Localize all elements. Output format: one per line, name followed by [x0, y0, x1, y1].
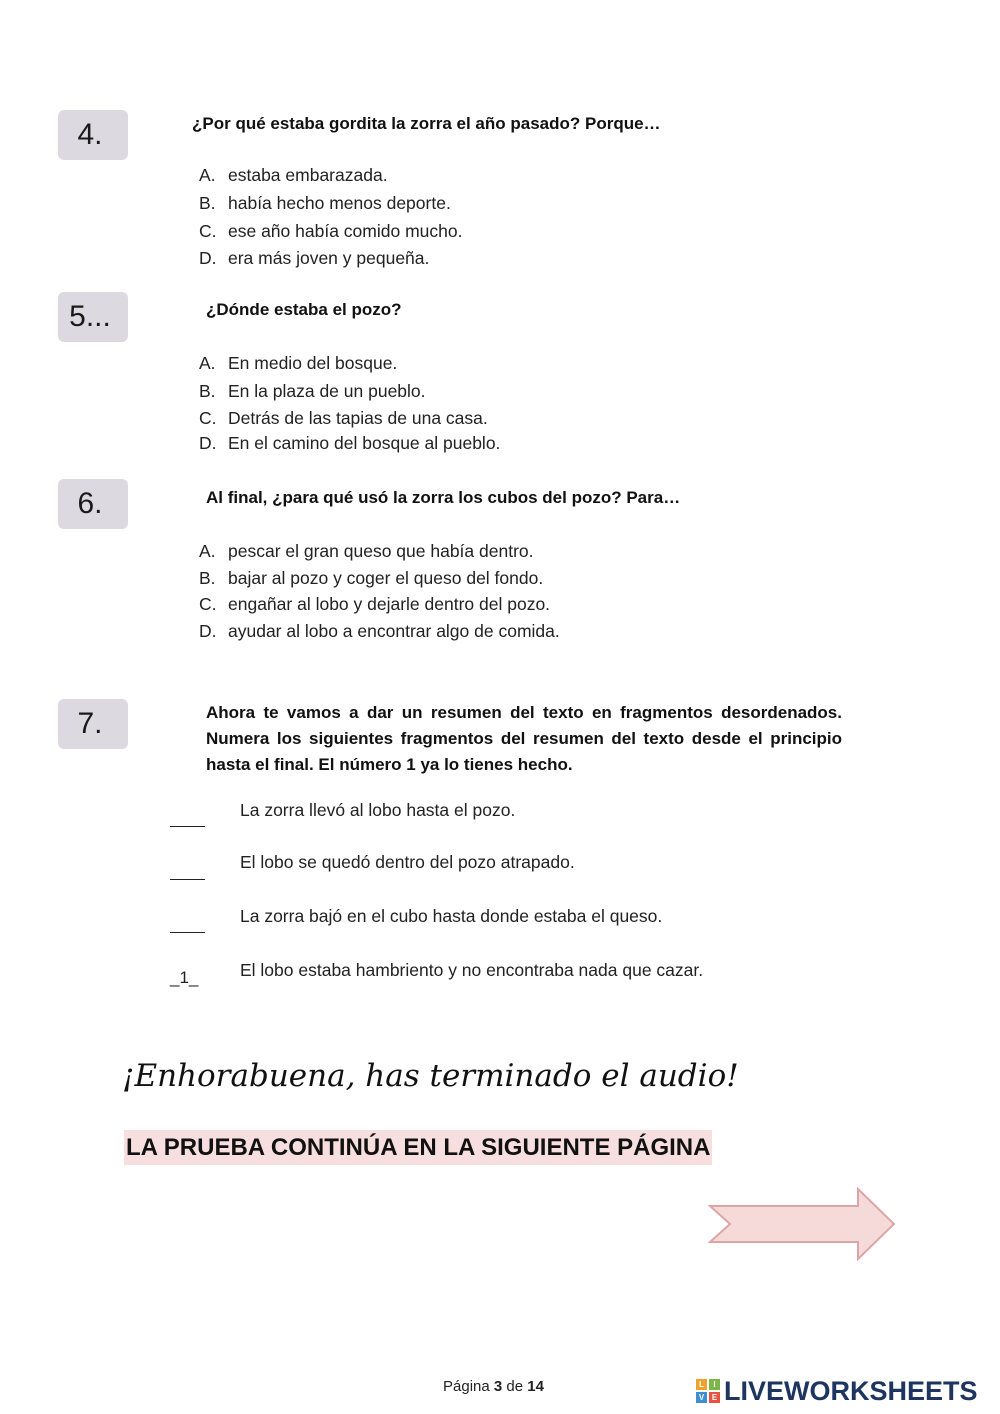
option-letter: C.: [199, 221, 217, 241]
option-letter: A.: [199, 541, 216, 561]
answer-option[interactable]: [199, 433, 500, 454]
question-prompt: Ahora te vamos a dar un resumen del texto en fragmentos desordenados. Numera los siguientes fragmentos del resumen del texto desde el principio hasta el final. El número 1 ya lo tienes hecho.: [206, 703, 842, 774]
summary-fragment: La zorra bajó en el cubo hasta donde estaba el queso.: [240, 906, 663, 926]
option-letter: D.: [199, 433, 217, 453]
option-letter: C.: [199, 594, 217, 614]
congrats-message: ¡Enhorabuena, has terminado el audio!: [122, 1058, 739, 1094]
option-letter: D.: [199, 621, 217, 641]
option-text: era más joven y pequeña.: [228, 248, 430, 268]
option-letter: A.: [199, 165, 216, 185]
liveworksheets-brand[interactable]: [696, 1376, 978, 1406]
summary-fragment: La zorra llevó al lobo hasta el pozo.: [240, 800, 516, 820]
question-prompt: ¿Dónde estaba el pozo?: [206, 300, 402, 319]
current-page: 3: [493, 1378, 503, 1395]
option-letter: D.: [199, 248, 217, 268]
continue-banner: LA PRUEBA CONTINÚA EN LA SIGUIENTE PÁGINA: [124, 1130, 712, 1165]
of-label: de: [506, 1378, 524, 1395]
option-text: Detrás de las tapias de una casa.: [228, 408, 488, 428]
answer-option[interactable]: [199, 594, 550, 615]
order-answer-field[interactable]: [170, 826, 205, 827]
answer-option[interactable]: [199, 568, 543, 589]
order-answer-filled: _1_: [170, 968, 199, 987]
option-letter: B.: [199, 381, 216, 401]
question-number-badge: 5...: [58, 292, 128, 342]
summary-fragment: El lobo estaba hambriento y no encontraba nada que cazar.: [240, 960, 704, 980]
order-answer-field[interactable]: [170, 879, 205, 880]
option-text: estaba embarazada.: [228, 165, 388, 185]
summary-fragment: El lobo se quedó dentro del pozo atrapado.: [240, 852, 575, 872]
option-letter: C.: [199, 408, 217, 428]
option-text: En la plaza de un pueblo.: [228, 381, 426, 401]
answer-option[interactable]: [199, 621, 560, 642]
answer-option[interactable]: [199, 353, 397, 374]
page-indicator: [443, 1378, 544, 1395]
option-text: ese año había comido mucho.: [228, 221, 463, 241]
option-text: bajar al pozo y coger el queso del fondo.: [228, 568, 544, 588]
option-text: En el camino del bosque al pueblo.: [228, 433, 501, 453]
answer-option[interactable]: [199, 165, 388, 186]
liveworksheets-logo-icon: L I V E: [696, 1379, 720, 1403]
question-prompt: ¿Por qué estaba gordita la zorra el año pasado? Porque…: [192, 114, 661, 133]
question-number-badge: 7.: [58, 699, 128, 749]
option-text: pescar el gran queso que había dentro.: [228, 541, 534, 561]
question-prompt: Al final, ¿para qué usó la zorra los cubos del pozo? Para…: [206, 488, 681, 507]
option-text: engañar al lobo y dejarle dentro del pozo.: [228, 594, 551, 614]
option-text: ayudar al lobo a encontrar algo de comida.: [228, 621, 560, 641]
answer-option[interactable]: [199, 193, 451, 214]
answer-option[interactable]: [199, 248, 429, 269]
option-letter: B.: [199, 193, 216, 213]
option-letter: A.: [199, 353, 216, 373]
page-label: Página: [443, 1378, 490, 1395]
option-text: había hecho menos deporte.: [228, 193, 451, 213]
order-answer-field[interactable]: [170, 932, 205, 933]
option-text: En medio del bosque.: [228, 353, 398, 373]
answer-option[interactable]: [199, 221, 462, 242]
answer-option[interactable]: [199, 541, 534, 562]
total-pages: 14: [527, 1378, 544, 1395]
answer-option[interactable]: [199, 408, 488, 429]
question-number-badge: 6.: [58, 479, 128, 529]
brand-name: LIVEWORKSHEETS: [724, 1375, 978, 1406]
question-number-badge: 4.: [58, 110, 128, 160]
next-page-arrow-icon[interactable]: [706, 1186, 898, 1262]
answer-option[interactable]: [199, 381, 426, 402]
option-letter: B.: [199, 568, 216, 588]
